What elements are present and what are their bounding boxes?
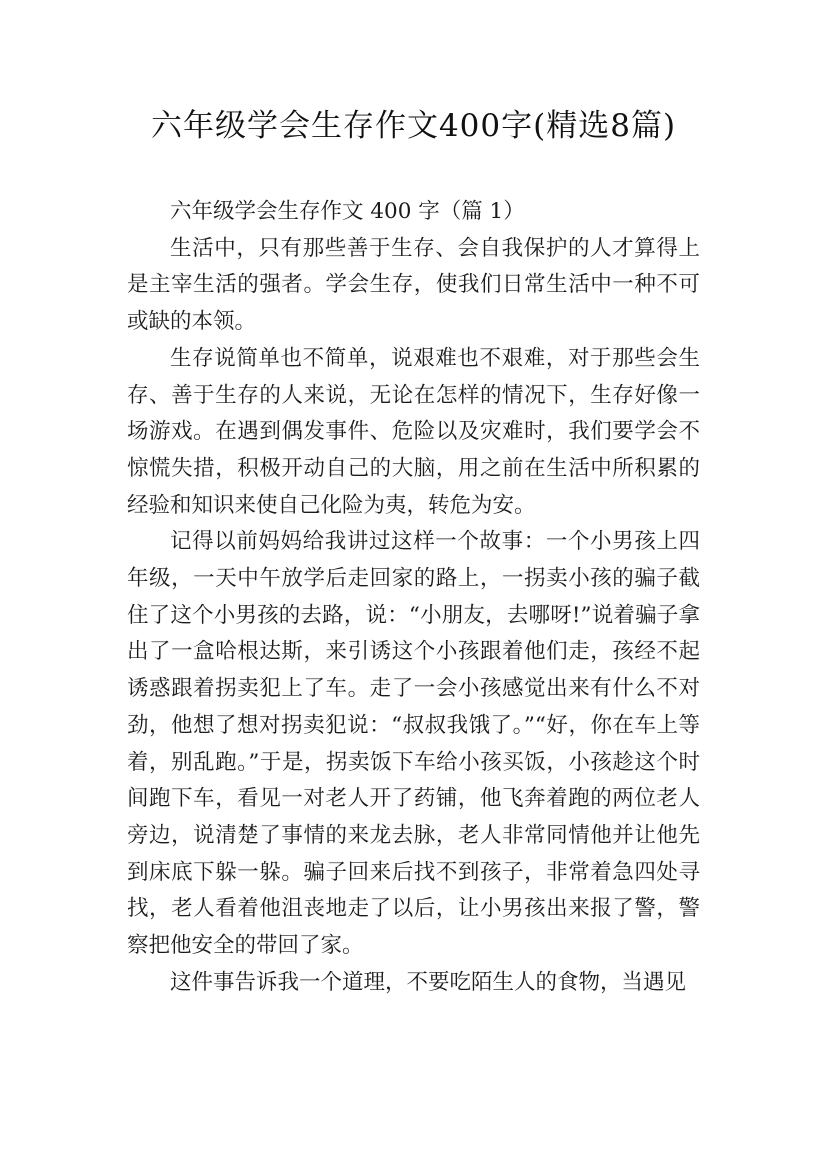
paragraph: 记得以前妈妈给我讲过这样一个故事：一个小男孩上四年级，一天中午放学后走回家的路上，一拐卖小孩的骗子截住了这个小男孩的去路，说：“小朋友，去哪呀!”说着骗子拿出了一盒哈根达斯，来引诱这个小孩跟着他们走，孩经不起诱惑跟着拐卖犯上了车。走了一会小孩感觉出来有什么不对劲，他想了想对拐卖犯说：“叔叔我饿了。”“好，你在车上等着，别乱跑。”于是，拐卖饭下车给小孩买饭，小孩趁这个时间跑下车，看见一对老人开了药铺，他飞奔着跑的两位老人旁边，说清楚了事情的来龙去脉，老人非常同情他并让他先到床底下躲一躲。骗子回来后找不到孩子，非常着急四处寻找，老人看着他沮丧地走了以后，让小男孩出来报了警，警察把他安全的带回了家。 — [127, 529, 700, 959]
document-body — [127, 194, 700, 1001]
paragraph: 生存说简单也不简单，说艰难也不艰难，对于那些会生存、善于生存的人来说，无论在怎样的情况下，生存好像一场游戏。在遇到偶发事件、危险以及灾难时，我们要学会不惊慌失措，积极开动自己的大脑，用之前在生活中所积累的经验和知识来使自己化险为夷，转危为安。 — [127, 345, 700, 518]
document-title: 六年级学会生存作文400字(精选8篇) — [150, 108, 677, 144]
paragraph: 生活中，只有那些善于生存、会自我保护的人才算得上是主宰生活的强者。学会生存，使我们日常生活中一种不可或缺的本领。 — [127, 235, 700, 335]
paragraph: 这件事告诉我一个道理，不要吃陌生人的食物，当遇见 — [170, 969, 687, 995]
section-subheading: 六年级学会生存作文 400 字（篇 1） — [170, 199, 525, 224]
